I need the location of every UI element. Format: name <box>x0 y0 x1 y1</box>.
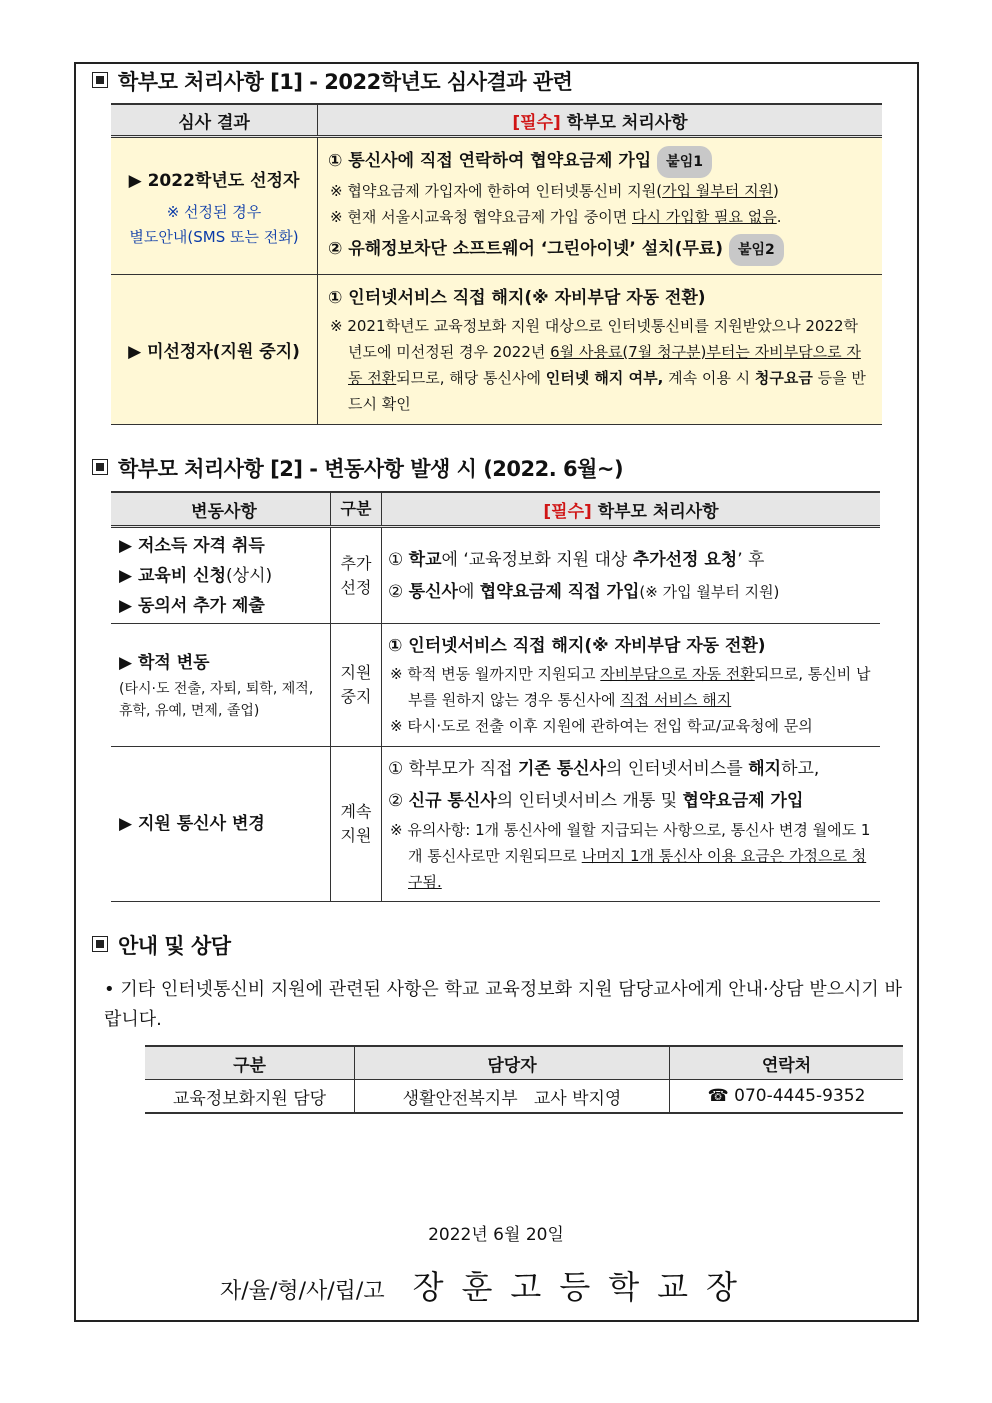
header-change: 변동사항 <box>111 492 331 527</box>
contact-table: 구분 담당자 연락처 교육정보화지원 담당 생활안전복지부 교사 박지영 ☎ 070-4445-9352 <box>145 1045 903 1114</box>
header-review-result: 심사 결과 <box>111 104 318 137</box>
signature-line: 자/율/형/사/립/고 장훈고등학교장 <box>220 1268 755 1306</box>
attachment-1-badge: 붙임1 <box>657 146 712 178</box>
table-row: ▶ 2022학년도 선정자 ※ 선정된 경우 별도안내(SMS 또는 전화) ① 통신사에 직접 연락하여 협약요금제 가입 붙임1 ※ 협약요금제 가입자에 한하여 인터넷통신비 지원(가입 월부터 지원) ※ 현재 서울시교육청 협약요금제 가입 중이면 다시 가입할 필요 없음. ② 유해정보차단 소프트웨어 ‘그린아이넷’ 설치(무료) 붙임2 <box>111 137 882 275</box>
document-date: 2022년 6월 20일 <box>428 1225 564 1245</box>
table-row: ▶ 저소득 자격 취득 ▶ 교육비 신청(상시) ▶ 동의서 추가 제출 추가 선정 ① 학교에 ‘교육정보화 지원 대상 추가선정 요청’ 후 ② 통신사에 협약요금제 직접 가입(※ 가입 월부터 지원) <box>111 527 880 624</box>
guidance-text: • 기타 인터넷통신비 지원에 관련된 사항은 학교 교육정보화 지원 담당교사에게 안내·상담 받으시기 바랍니다. <box>104 979 902 1030</box>
attachment-2-badge: 붙임2 <box>729 234 784 266</box>
not-selected-label: ▶ 미선정자(지원 중지) <box>128 342 300 362</box>
header-category: 구분 <box>331 492 382 527</box>
table-row: 교육정보화지원 담당 생활안전복지부 교사 박지영 ☎ 070-4445-9352 <box>145 1080 903 1114</box>
selected-label: ▶ 2022학년도 선정자 <box>128 170 300 191</box>
change-events-table <box>111 491 880 902</box>
header-required-actions: [필수] 학부모 처리사항 <box>318 104 883 137</box>
table-row: ▶ 학적 변동 (타시·도 전출, 자퇴, 퇴학, 제적, 휴학, 유예, 면제, 졸업) 지원 중지 ① 인터넷서비스 직접 해지(※ 자비부담 자동 전환) ※ 학적 변동 월까지만 지원되고 자비부담으로 자동 전환되므로, 통신비 납부를 원하지 않는 경우 통신사에 직접 서비스 해지 ※ 타시·도로 전출 이후 지원에 관하여는 전입 학교/교육청에 문의 <box>111 624 880 747</box>
school-name: 장훈고등학교장 <box>412 1268 755 1306</box>
square-bullet-icon <box>92 459 108 475</box>
square-bullet-icon <box>92 72 108 88</box>
header-required-actions: [필수] 학부모 처리사항 <box>382 492 881 527</box>
section-1-title: 학부모 처리사항 [1] - 2022학년도 심사결과 관련 <box>92 66 572 96</box>
phone-number: ☎ 070-4445-9352 <box>670 1080 904 1114</box>
table-row: ▶ 지원 통신사 변경 계속 지원 ① 학부모가 직접 기존 통신사의 인터넷서비스를 해지하고, ② 신규 통신사의 인터넷서비스 개통 및 협약요금제 가입 ※ 유의사항: 1개 통신사에 월할 지급되는 사항으로, 통신사 변경 월에도 1개 통신사로만 지원되므로 나머지 1개 통신사 이용 요금은 가정으로 청구됨. <box>111 747 880 902</box>
review-result-table <box>111 103 882 425</box>
section-2-title: 학부모 처리사항 [2] - 변동사항 발생 시 (2022. 6월~) <box>92 453 623 483</box>
table-row: ▶ 미선정자(지원 중지) ① 인터넷서비스 직접 해지(※ 자비부담 자동 전환) ※ 2021학년도 교육정보화 지원 대상으로 인터넷통신비를 지원받았으나 2022학년도에 미선정된 경우 2022년 6월 사용료(7월 청구분)부터는 자비부담으로 자동 전환되므로, 해당 통신사에 인터넷 해지 여부, 계속 이용 시 청구요금 등을 반드시 확인 <box>111 275 882 425</box>
section-3-title: 안내 및 상담 <box>92 930 231 960</box>
square-bullet-icon <box>92 936 108 952</box>
